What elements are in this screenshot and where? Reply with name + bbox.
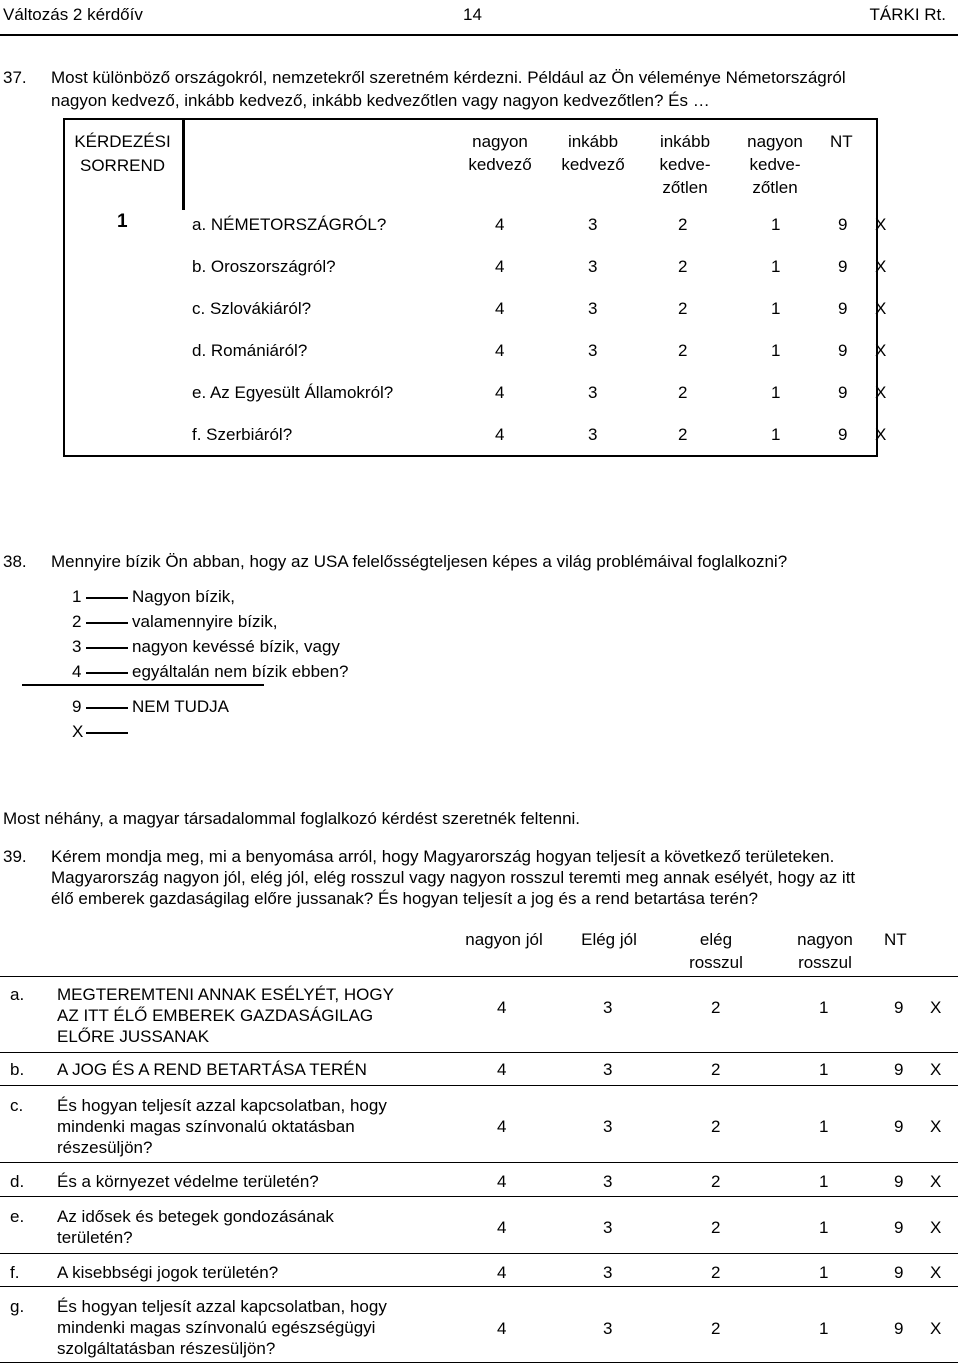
q39-row-text-line: És hogyan teljesít azzal kapcsolatban, hogy xyxy=(57,1096,387,1115)
q39-row-rule xyxy=(0,1196,958,1197)
q37-code[interactable]: 9 xyxy=(838,257,848,276)
q39-code[interactable]: 2 xyxy=(711,1218,721,1237)
q37-code[interactable]: 4 xyxy=(495,425,505,444)
q39-code[interactable]: 1 xyxy=(819,1218,829,1237)
q39-row-letter: c. xyxy=(10,1096,24,1115)
option-dash xyxy=(86,732,128,734)
q39-code[interactable]: 3 xyxy=(603,1060,613,1079)
q37-code[interactable]: X xyxy=(875,215,887,234)
q37-first-order: 1 xyxy=(117,211,128,232)
q38-option-code: X xyxy=(72,722,84,741)
option-dash xyxy=(86,647,128,649)
q37-code[interactable]: 3 xyxy=(588,383,598,402)
q37-col-header-2: inkább kedvező xyxy=(561,132,625,174)
q39-row-letter: e. xyxy=(10,1207,25,1226)
q37-row-label: c. Szlovákiáról? xyxy=(192,299,312,318)
q37-code[interactable]: 1 xyxy=(771,383,781,402)
q38-option-code: 9 xyxy=(72,697,82,716)
q38-text: Mennyire bízik Ön abban, hogy az USA felelősségteljesen képes a világ problémáival foglalkozni? xyxy=(51,552,788,571)
q39-code[interactable]: 9 xyxy=(894,1117,904,1136)
q37-code[interactable]: 1 xyxy=(771,425,781,444)
q37-code[interactable]: 3 xyxy=(588,425,598,444)
q37-row-label: f. Szerbiáról? xyxy=(192,425,293,444)
q37-text-line2: nagyon kedvező, inkább kedvező, inkább kedvezőtlen vagy nagyon kedvezőtlen? És … xyxy=(51,91,710,110)
q37-code[interactable]: 4 xyxy=(495,299,505,318)
q37-order-header-line1: KÉRDEZÉSI xyxy=(74,132,171,151)
q39-code[interactable]: X xyxy=(930,998,942,1017)
q39-col-header-3: elég rosszul xyxy=(689,930,743,972)
q37-col-header-1: nagyon kedvező xyxy=(468,132,532,174)
q37-code[interactable]: X xyxy=(875,299,887,318)
q39-col-header-nt: NT xyxy=(884,930,907,949)
header-rule xyxy=(0,34,958,36)
q39-row-text-line: szolgáltatásban részesüljön? xyxy=(57,1339,276,1358)
q39-row-text-line: A kisebbségi jogok területén? xyxy=(57,1263,279,1282)
q37-number: 37. xyxy=(3,68,27,87)
q37-code[interactable]: 4 xyxy=(495,383,505,402)
q39-row-text-line: mindenki magas színvonalú oktatásban xyxy=(57,1117,355,1136)
q39-row-rule xyxy=(0,1362,958,1363)
q39-row-letter: a. xyxy=(10,985,25,1004)
q38-number: 38. xyxy=(3,552,27,571)
q39-code[interactable]: X xyxy=(930,1319,942,1338)
section-intro: Most néhány, a magyar társadalommal foglalkozó kérdést szeretnék feltenni. xyxy=(3,809,581,828)
q39-text-line2: Magyarország nagyon jól, elég jól, elég rosszul vagy nagyon rosszul teremti meg annak esélyét, hogy az itt xyxy=(51,868,856,887)
q39-row-text-line: részesüljön? xyxy=(57,1138,153,1157)
q39-code[interactable]: 1 xyxy=(819,1117,829,1136)
q37-code[interactable]: 9 xyxy=(838,383,848,402)
q37-row-label: d. Romániáról? xyxy=(192,341,308,360)
q39-code[interactable]: 3 xyxy=(603,1117,613,1136)
q38-option-code: 4 xyxy=(72,662,82,681)
q39-code[interactable]: 4 xyxy=(497,1218,507,1237)
q39-number: 39. xyxy=(3,847,27,866)
q39-row-letter: d. xyxy=(10,1172,25,1191)
q37-code[interactable]: 3 xyxy=(588,299,598,318)
q39-row-text-line: És hogyan teljesít azzal kapcsolatban, hogy xyxy=(57,1297,387,1316)
q39-code[interactable]: 3 xyxy=(603,1172,613,1191)
q39-row-text-line: MEGTEREMTENI ANNAK ESÉLYÉT, HOGY xyxy=(57,985,394,1004)
option-dash xyxy=(86,622,128,624)
q37-code[interactable]: X xyxy=(875,425,887,444)
q39-code[interactable]: 9 xyxy=(894,1172,904,1191)
q39-code[interactable]: 2 xyxy=(711,998,721,1017)
q38-option-code: 3 xyxy=(72,637,82,656)
q37-code[interactable]: X xyxy=(875,257,887,276)
q39-col-header-1: nagyon jól xyxy=(465,930,543,949)
q39-row-rule xyxy=(0,1286,958,1287)
q37-code[interactable]: 2 xyxy=(678,341,688,360)
q39-code[interactable]: 3 xyxy=(603,1263,613,1282)
q37-order-divider xyxy=(182,118,185,210)
header-right: TÁRKI Rt. xyxy=(869,5,946,24)
q39-code[interactable]: 2 xyxy=(711,1060,721,1079)
q37-code[interactable]: 3 xyxy=(588,341,598,360)
q39-code[interactable]: 9 xyxy=(894,998,904,1017)
q37-code[interactable]: 2 xyxy=(678,257,688,276)
q39-code[interactable]: 2 xyxy=(711,1117,721,1136)
q39-row-rule xyxy=(0,1052,958,1053)
q39-code[interactable]: 9 xyxy=(894,1218,904,1237)
q37-code[interactable]: 1 xyxy=(771,215,781,234)
q39-code[interactable]: 9 xyxy=(894,1060,904,1079)
q39-code[interactable]: 1 xyxy=(819,1263,829,1282)
q39-code[interactable]: 1 xyxy=(819,998,829,1017)
option-dash xyxy=(86,672,128,674)
q39-code[interactable]: 2 xyxy=(711,1263,721,1282)
q39-row-letter: b. xyxy=(10,1060,25,1079)
q37-text-line1: Most különböző országokról, nemzetekről szeretném kérdezni. Például az Ön véleménye Németországról xyxy=(51,68,846,87)
q37-row-label: e. Az Egyesült Államokról? xyxy=(192,383,394,402)
q39-code[interactable]: 9 xyxy=(894,1319,904,1338)
q37-code[interactable]: 1 xyxy=(771,299,781,318)
q39-row-text-line: Az idősek és betegek gondozásának xyxy=(57,1207,334,1226)
q38-option-label: nagyon kevéssé bízik, vagy xyxy=(132,637,340,656)
q37-code[interactable]: 2 xyxy=(678,215,688,234)
q37-code[interactable]: 4 xyxy=(495,341,505,360)
q39-code[interactable]: 3 xyxy=(603,1218,613,1237)
q39-code[interactable]: 2 xyxy=(711,1172,721,1191)
q39-code[interactable]: 9 xyxy=(894,1263,904,1282)
q37-code[interactable]: 2 xyxy=(678,299,688,318)
q39-col-header-4: nagyon rosszul xyxy=(797,930,853,972)
q39-code[interactable]: 1 xyxy=(819,1319,829,1338)
q39-code[interactable]: X xyxy=(930,1117,942,1136)
q39-code[interactable]: 1 xyxy=(819,1060,829,1079)
q39-row-letter: g. xyxy=(10,1297,25,1316)
q37-code[interactable]: 4 xyxy=(495,215,505,234)
q37-col-header-3: inkább kedve- zőtlen xyxy=(659,132,711,197)
q37-code[interactable]: 9 xyxy=(838,215,848,234)
q39-code[interactable]: 3 xyxy=(603,1319,613,1338)
q39-row-rule xyxy=(0,1162,958,1163)
q39-code[interactable]: 4 xyxy=(497,1319,507,1338)
q37-code[interactable]: X xyxy=(875,341,887,360)
q37-code[interactable]: 1 xyxy=(771,257,781,276)
q38-option-label: NEM TUDJA xyxy=(132,697,229,716)
q39-row-text-line: És a környezet védelme területén? xyxy=(57,1172,319,1191)
q37-code[interactable]: 2 xyxy=(678,425,688,444)
q37-code[interactable]: 9 xyxy=(838,341,848,360)
q37-code[interactable]: 3 xyxy=(588,215,598,234)
q38-option-code: 1 xyxy=(72,587,82,606)
q39-code[interactable]: 3 xyxy=(603,998,613,1017)
q39-code[interactable]: 1 xyxy=(819,1172,829,1191)
q37-code[interactable]: 9 xyxy=(838,425,848,444)
q39-col-header-2: Elég jól xyxy=(581,930,637,949)
q37-order-header-line2: SORREND xyxy=(79,156,165,175)
q39-row-text-line: mindenki magas színvonalú egészségügyi xyxy=(57,1318,376,1337)
q39-code[interactable]: X xyxy=(930,1263,942,1282)
q39-code[interactable]: X xyxy=(930,1218,942,1237)
q39-text-line1: Kérem mondja meg, mi a benyomása arról, hogy Magyarország hogyan teljesít a következő területeken. xyxy=(51,847,835,866)
q39-code[interactable]: 2 xyxy=(711,1319,721,1338)
option-dash xyxy=(86,597,128,599)
q37-code[interactable]: 4 xyxy=(495,257,505,276)
q37-col-header-nt: NT xyxy=(830,132,853,151)
q38-option-label: valamennyire bízik, xyxy=(132,612,278,631)
q39-row-text-line: A JOG ÉS A REND BETARTÁSA TERÉN xyxy=(57,1060,367,1079)
q38-option-label: egyáltalán nem bízik ebben? xyxy=(132,662,349,681)
q37-row-label: a. NÉMETORSZÁGRÓL? xyxy=(192,215,387,234)
header-left: Változás 2 kérdőív xyxy=(3,5,143,24)
q39-row-rule xyxy=(0,1085,958,1086)
q39-code[interactable]: X xyxy=(930,1172,942,1191)
q39-row-text-line: AZ ITT ÉLŐ EMBEREK GAZDASÁGILAG xyxy=(57,1006,374,1025)
q37-code[interactable]: 3 xyxy=(588,257,598,276)
q39-code[interactable]: X xyxy=(930,1060,942,1079)
q37-row-label: b. Oroszországról? xyxy=(192,257,336,276)
q39-row-text-line: területén? xyxy=(57,1228,133,1247)
q37-order-header xyxy=(63,130,182,178)
q39-code[interactable]: 4 xyxy=(497,998,507,1017)
q39-row-text-line: ELŐRE JUSSANAK xyxy=(57,1027,210,1046)
header-page-number: 14 xyxy=(463,5,482,24)
q39-text-line3: élő emberek gazdaságilag előre jussanak? És hogyan teljesít a jog és a rend betartása terén? xyxy=(51,889,758,908)
q39-row-rule xyxy=(0,1253,958,1254)
q39-code[interactable]: 4 xyxy=(497,1263,507,1282)
q39-code[interactable]: 4 xyxy=(497,1117,507,1136)
q39-row-letter: f. xyxy=(10,1263,20,1282)
q38-separator xyxy=(22,684,264,686)
q37-col-header-4: nagyon kedve- zőtlen xyxy=(747,132,803,197)
q37-code[interactable]: X xyxy=(875,383,887,402)
q37-code[interactable]: 1 xyxy=(771,341,781,360)
q37-code[interactable]: 9 xyxy=(838,299,848,318)
q38-option-code: 2 xyxy=(72,612,82,631)
q38-option-label: Nagyon bízik, xyxy=(132,587,235,606)
q39-code[interactable]: 4 xyxy=(497,1060,507,1079)
option-dash xyxy=(86,707,128,709)
q39-row-rule xyxy=(0,976,958,977)
q37-code[interactable]: 2 xyxy=(678,383,688,402)
q39-code[interactable]: 4 xyxy=(497,1172,507,1191)
